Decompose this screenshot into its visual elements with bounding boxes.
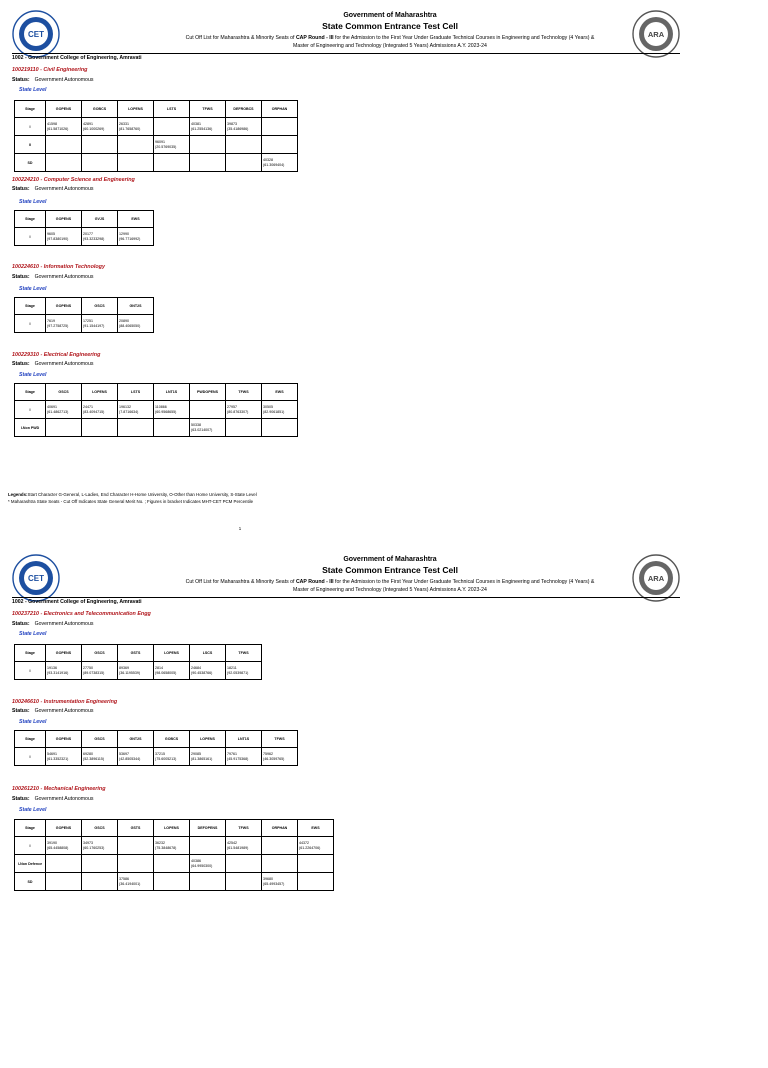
- cutoff-cell: [118, 748, 154, 766]
- cutoff-cell: [226, 401, 262, 419]
- cutoff-cell: [82, 662, 118, 680]
- stage-cell: I: [15, 228, 46, 246]
- merit-number: 12990: [119, 231, 129, 236]
- cutoff-cell: [298, 837, 334, 855]
- column-header: GSCS: [82, 298, 118, 315]
- level-label: State Level: [19, 286, 47, 292]
- course-title: 100224610 - Information Technology: [12, 264, 105, 270]
- column-header: TFWS: [226, 645, 262, 662]
- merit-number: 79761: [227, 751, 237, 756]
- table-row: [15, 228, 154, 246]
- cutoff-cell: [298, 855, 334, 873]
- percentile: (61.5871026): [47, 126, 69, 131]
- cutoff-cell: [262, 118, 298, 136]
- cutoff-cell: [46, 855, 82, 873]
- cutoff-cell: [46, 154, 82, 172]
- cet-cell-logo: [12, 10, 60, 58]
- stage-cell: SD: [15, 873, 46, 891]
- cutoff-cell: [154, 419, 190, 437]
- cutoff-table: [14, 730, 298, 766]
- percentile: (61.3352321): [47, 756, 69, 761]
- table-row: [15, 419, 298, 437]
- cutoff-cell: [154, 662, 190, 680]
- column-header: GOBCS: [154, 731, 190, 748]
- merit-number: 18211: [227, 665, 237, 670]
- table-header-row: [15, 298, 154, 315]
- cutoff-cell: [262, 154, 298, 172]
- header-divider: [12, 597, 680, 598]
- cutoff-cell: [118, 315, 154, 333]
- merit-number: 110866: [155, 404, 167, 409]
- column-header: TFWS: [226, 820, 262, 837]
- cutoff-table: [14, 297, 154, 333]
- cutoff-cell: [118, 228, 154, 246]
- percentile: (52.3896115): [83, 756, 105, 761]
- column-header: GOPENS: [46, 820, 82, 837]
- ara-logo-text: ARA: [647, 574, 665, 583]
- cutoff-cell: [154, 118, 190, 136]
- column-header: LOPENS: [190, 731, 226, 748]
- table-header-row: [15, 731, 298, 748]
- column-header: DEFROBCS: [226, 101, 262, 118]
- percentile: (7.8716634): [119, 409, 139, 414]
- cutoff-cell: [118, 136, 154, 154]
- institute-name: 1002 - Government College of Engineering, Amravati: [12, 55, 142, 61]
- column-header: GSCS: [82, 820, 118, 837]
- cutoff-cell: [190, 154, 226, 172]
- cutoff-cell: [82, 873, 118, 891]
- cutoff-cell: [46, 419, 82, 437]
- cutoff-cell: [262, 837, 298, 855]
- stage-cell: I: [15, 662, 46, 680]
- column-header: LSCS: [190, 645, 226, 662]
- cutoff-cell: [82, 315, 118, 333]
- cutoff-cell: [190, 873, 226, 891]
- cutoff-cell: [226, 662, 262, 680]
- merit-number: 40328: [263, 157, 273, 162]
- stage-header: Stage: [15, 211, 46, 228]
- cutoff-cell: [46, 873, 82, 891]
- merit-number: 96091: [155, 139, 165, 144]
- cutoff-cell: [262, 873, 298, 891]
- status-line: Status: Government Autonomous: [12, 77, 94, 83]
- cutoff-cell: [118, 662, 154, 680]
- merit-number: 26331: [119, 121, 129, 126]
- percentile: (75.6005213): [155, 756, 177, 761]
- cutoff-cell: [118, 855, 154, 873]
- cutoff-cell: [46, 401, 82, 419]
- merit-number: 30505: [263, 404, 273, 409]
- percentile: (98.0658005): [155, 670, 177, 675]
- cutoff-cell: [226, 154, 262, 172]
- merit-number: 39873: [227, 121, 237, 126]
- status-line: Status: Government Autonomous: [12, 621, 94, 627]
- status-line: Status: Government Autonomous: [12, 361, 94, 367]
- cutoff-cell: [46, 136, 82, 154]
- cutoff-cell: [82, 154, 118, 172]
- cutoff-cell: [82, 748, 118, 766]
- percentile: (90.4538766): [191, 670, 213, 675]
- level-label: State Level: [19, 719, 47, 725]
- cutoff-cell: [154, 136, 190, 154]
- percentile: (60.9568655): [155, 409, 177, 414]
- column-header: ORPHAN: [262, 101, 298, 118]
- cutoff-cell: [118, 401, 154, 419]
- table-row: [15, 873, 334, 891]
- column-header: GSCS: [46, 384, 82, 401]
- column-header: GOPENS: [46, 645, 82, 662]
- stage-cell: I: [15, 748, 46, 766]
- cutoff-cell: [46, 118, 82, 136]
- column-header: DEFOPENS: [190, 820, 226, 837]
- cutoff-cell: [118, 873, 154, 891]
- status-line: Status: Government Autonomous: [12, 796, 94, 802]
- column-header: LOPENS: [154, 820, 190, 837]
- stage-header: Stage: [15, 101, 46, 118]
- cutoff-cell: [82, 837, 118, 855]
- percentile: (97.2758725): [47, 323, 69, 328]
- cell-title: State Common Entrance Test Cell: [322, 565, 458, 575]
- legend: [8, 492, 257, 506]
- percentile: (20.5769035): [155, 144, 177, 149]
- cet-logo-text: CET: [28, 30, 44, 39]
- cutoff-cell: [226, 748, 262, 766]
- table-row: [15, 855, 334, 873]
- percentile: (97.8380190): [47, 236, 69, 241]
- percentile: (46.3059765): [263, 756, 285, 761]
- column-header: LOPENS: [118, 101, 154, 118]
- column-header: LSTS: [154, 101, 190, 118]
- cutoff-cell: [154, 154, 190, 172]
- status-line: Status: Government Autonomous: [12, 274, 94, 280]
- cutoff-cell: [262, 136, 298, 154]
- merit-number: 50338: [191, 422, 201, 427]
- cutoff-cell: [118, 118, 154, 136]
- column-header: EWS: [262, 384, 298, 401]
- column-header: LSTS: [118, 384, 154, 401]
- column-header: GNT2S: [118, 731, 154, 748]
- cutoff-cell: [190, 118, 226, 136]
- column-header: PWDOPENS: [190, 384, 226, 401]
- merit-number: 42891: [83, 121, 93, 126]
- stage-cell: I: [15, 837, 46, 855]
- cutoff-cell: [154, 837, 190, 855]
- percentile: (83.4094715): [83, 409, 105, 414]
- course-title: 100246610 - Instrumentation Engineering: [12, 699, 118, 705]
- stage-cell: I-Non PWD: [15, 419, 46, 437]
- cutoff-cell: [298, 873, 334, 891]
- merit-number: 41598: [47, 121, 57, 126]
- table-header-row: [15, 820, 334, 837]
- percentile: (36.4194001): [119, 881, 141, 886]
- merit-number: 37586: [119, 876, 129, 881]
- institute-name: 1002 - Government College of Engineering, Amravati: [12, 599, 142, 605]
- table-row: [15, 315, 154, 333]
- merit-number: 17251: [83, 318, 93, 323]
- table-row: [15, 662, 262, 680]
- percentile: (81.7658760): [119, 126, 141, 131]
- percentile: (65.4458808): [47, 845, 69, 850]
- document-page-2: [0, 544, 768, 1068]
- column-header: LOPENS: [154, 645, 190, 662]
- header-subtitle: Cut Off List for Maharashtra & Minority Seats of CAP Round - III for the Admission to the First Year Under Graduate Technical Courses in Engineering and Technology (4 Years) & Master of Engineering and Technology (Integrated 5 Years) Admissions A.Y. 2023-24: [185, 579, 595, 593]
- cutoff-cell: [226, 873, 262, 891]
- stage-cell: I-Non Defence: [15, 855, 46, 873]
- percentile: (45.9175368): [227, 756, 249, 761]
- gov-title: Government of Maharashtra: [343, 556, 437, 563]
- column-header: TFWS: [190, 101, 226, 118]
- percentile: (61.3069404): [263, 162, 285, 167]
- percentile: (63.0214007): [191, 427, 213, 432]
- percentile: (61.2264706): [299, 845, 321, 850]
- column-header: ORPHAN: [262, 820, 298, 837]
- cutoff-cell: [190, 136, 226, 154]
- cutoff-cell: [46, 228, 82, 246]
- level-label: State Level: [19, 631, 47, 637]
- percentile: (61.5481989): [227, 845, 249, 850]
- merit-number: 40381: [191, 121, 201, 126]
- merit-number: 44372: [299, 840, 309, 845]
- legend-line-2: * Maharashtra State Seats - Cut Off Indicates State General Merit No. ; Figures in bracket Indicates MHT-CET PCM Percentile: [8, 498, 254, 504]
- ara-logo-text: ARA: [647, 30, 665, 39]
- cutoff-cell: [190, 855, 226, 873]
- document-page-1: [0, 0, 768, 531]
- stage-cell: I: [15, 315, 46, 333]
- level-label: State Level: [19, 372, 47, 378]
- cell-title: State Common Entrance Test Cell: [322, 21, 458, 31]
- merit-number: 20177: [83, 231, 93, 236]
- table-header-row: [15, 101, 298, 118]
- course-title: 100224210 - Computer Science and Engineering: [12, 177, 135, 183]
- percentile: (93.3233298): [83, 236, 105, 241]
- cutoff-cell: [118, 154, 154, 172]
- cutoff-cell: [82, 419, 118, 437]
- cutoff-cell: [118, 837, 154, 855]
- percentile: (80.8763307): [227, 409, 249, 414]
- cet-cell-logo: [12, 554, 60, 602]
- stage-cell: II: [15, 136, 46, 154]
- cutoff-cell: [82, 136, 118, 154]
- status-line: Status: Government Autonomous: [12, 708, 94, 714]
- course-title: 100229310 - Electrical Engineering: [12, 352, 101, 358]
- merit-number: 27957: [227, 404, 237, 409]
- percentile: (61.4862713): [47, 409, 69, 414]
- header-divider: [12, 53, 680, 54]
- cutoff-cell: [226, 136, 262, 154]
- cutoff-cell: [190, 748, 226, 766]
- percentile: (92.0539871): [227, 670, 249, 675]
- merit-number: 2814: [155, 665, 163, 670]
- merit-number: 37215: [155, 751, 165, 756]
- percentile: (36.1195539): [119, 670, 141, 675]
- stage-header: Stage: [15, 731, 46, 748]
- percentile: (42.8505344): [119, 756, 141, 761]
- cutoff-cell: [46, 748, 82, 766]
- table-row: [15, 136, 298, 154]
- column-header: LNT1S: [226, 731, 262, 748]
- column-header: GOPENS: [46, 731, 82, 748]
- merit-number: 7619: [47, 318, 55, 323]
- cutoff-cell: [190, 401, 226, 419]
- level-label: State Level: [19, 87, 47, 93]
- cutoff-cell: [262, 401, 298, 419]
- cutoff-cell: [82, 401, 118, 419]
- column-header: GSCS: [82, 645, 118, 662]
- merit-number: 53697: [119, 751, 129, 756]
- column-header: GSTS: [118, 820, 154, 837]
- cutoff-cell: [82, 118, 118, 136]
- column-header: GOPENS: [46, 211, 82, 228]
- merit-number: 75962: [263, 751, 273, 756]
- gov-title: Government of Maharashtra: [343, 12, 437, 19]
- percentile: (65.4993457): [263, 881, 285, 886]
- column-header: GNT2S: [118, 298, 154, 315]
- table-row: [15, 154, 298, 172]
- legend-line-1: Legends:Start Character G-General, L-Ladies, End Character H-Home University, O-Other than Home University, S-State Level: [8, 492, 257, 497]
- cutoff-cell: [226, 855, 262, 873]
- percentile: (64.9950300): [191, 863, 213, 868]
- merit-number: 54691: [47, 751, 57, 756]
- cet-logo-text: CET: [28, 574, 44, 583]
- percentile: (60.1760253): [83, 845, 105, 850]
- column-header: GOPENS: [46, 298, 82, 315]
- percentile: (91.1544197): [83, 323, 105, 328]
- cutoff-table: [14, 100, 298, 172]
- table-header-row: [15, 211, 154, 228]
- stage-cell: I: [15, 118, 46, 136]
- merit-number: 39190: [47, 840, 57, 845]
- cutoff-cell: [118, 419, 154, 437]
- merit-number: 19136: [47, 665, 57, 670]
- cutoff-cell: [82, 228, 118, 246]
- course-title: 100219110 - Civil Engineering: [12, 67, 88, 73]
- percentile: (61.2554136): [191, 126, 213, 131]
- page-header: [70, 556, 710, 595]
- merit-number: 9605: [47, 231, 55, 236]
- column-header: GVJS: [82, 211, 118, 228]
- cutoff-cell: [226, 118, 262, 136]
- status-line: Status: Government Autonomous: [12, 186, 94, 192]
- cutoff-table: [14, 644, 262, 680]
- cutoff-cell: [154, 748, 190, 766]
- page-header: [70, 12, 710, 51]
- percentile: (93.3141916): [47, 670, 69, 675]
- column-header: EWS: [118, 211, 154, 228]
- stage-header: Stage: [15, 820, 46, 837]
- level-label: State Level: [19, 199, 47, 205]
- course-title: 100237210 - Electronics and Telecommunication Engg: [12, 611, 151, 617]
- cutoff-cell: [82, 855, 118, 873]
- merit-number: 89369: [119, 665, 129, 670]
- column-header: EWS: [298, 820, 334, 837]
- merit-number: 24684: [191, 665, 201, 670]
- percentile: (81.3865161): [191, 756, 213, 761]
- percentile: (60.1000269): [83, 126, 105, 131]
- column-header: GSTS: [118, 645, 154, 662]
- page-number: 1: [238, 526, 242, 531]
- table-header-row: [15, 384, 298, 401]
- merit-number: 29085: [191, 751, 201, 756]
- cutoff-cell: [262, 855, 298, 873]
- cutoff-cell: [154, 855, 190, 873]
- table-row: [15, 837, 334, 855]
- merit-number: 20890: [119, 318, 129, 323]
- cutoff-cell: [154, 873, 190, 891]
- column-header: LOPENS: [82, 384, 118, 401]
- cutoff-cell: [190, 662, 226, 680]
- cutoff-cell: [262, 419, 298, 437]
- merit-number: 36232: [155, 840, 165, 845]
- merit-number: 24471: [83, 404, 93, 409]
- merit-number: 40691: [47, 404, 57, 409]
- cutoff-cell: [262, 748, 298, 766]
- merit-number: 40386: [191, 858, 201, 863]
- cutoff-table: [14, 210, 154, 246]
- cutoff-cell: [154, 401, 190, 419]
- cutoff-cell: [226, 837, 262, 855]
- column-header: TFWS: [226, 384, 262, 401]
- cutoff-cell: [46, 662, 82, 680]
- cutoff-cell: [46, 837, 82, 855]
- stage-header: Stage: [15, 645, 46, 662]
- table-row: [15, 748, 298, 766]
- level-label: State Level: [19, 807, 47, 813]
- header-subtitle: Cut Off List for Maharashtra & Minority Seats of CAP Round - III for the Admission to the First Year Under Graduate Technical Courses in Engineering and Technology (4 Years) & Master of Engineering and Technology (Integrated 5 Years) Admissions A.Y. 2023-24: [185, 35, 595, 49]
- column-header: TFWS: [262, 731, 298, 748]
- cutoff-cell: [46, 315, 82, 333]
- merit-number: 34973: [83, 840, 93, 845]
- percentile: (35.4186986): [227, 126, 249, 131]
- percentile: (88.4065050): [119, 323, 141, 328]
- cutoff-table: [14, 383, 298, 437]
- merit-number: 27750: [83, 665, 93, 670]
- merit-number: 196132: [119, 404, 131, 409]
- merit-number: 42542: [227, 840, 237, 845]
- merit-number: 69280: [83, 751, 93, 756]
- cutoff-cell: [226, 419, 262, 437]
- cutoff-table: [14, 819, 334, 891]
- table-row: [15, 401, 298, 419]
- percentile: (96.7716992): [119, 236, 141, 241]
- column-header: GOBCS: [82, 101, 118, 118]
- cutoff-cell: [190, 419, 226, 437]
- table-header-row: [15, 645, 262, 662]
- cutoff-cell: [190, 837, 226, 855]
- stage-cell: I: [15, 401, 46, 419]
- column-header: LNT1S: [154, 384, 190, 401]
- percentile: (89.0738315): [83, 670, 105, 675]
- stage-header: Stage: [15, 384, 46, 401]
- course-title: 100261210 - Mechanical Engineering: [12, 786, 106, 792]
- merit-number: 39680: [263, 876, 273, 881]
- table-row: [15, 118, 298, 136]
- percentile: (82.9061851): [263, 409, 285, 414]
- column-header: GOPENS: [46, 101, 82, 118]
- column-header: GSCS: [82, 731, 118, 748]
- percentile: (75.3848678): [155, 845, 177, 850]
- stage-cell: SD: [15, 154, 46, 172]
- stage-header: Stage: [15, 298, 46, 315]
